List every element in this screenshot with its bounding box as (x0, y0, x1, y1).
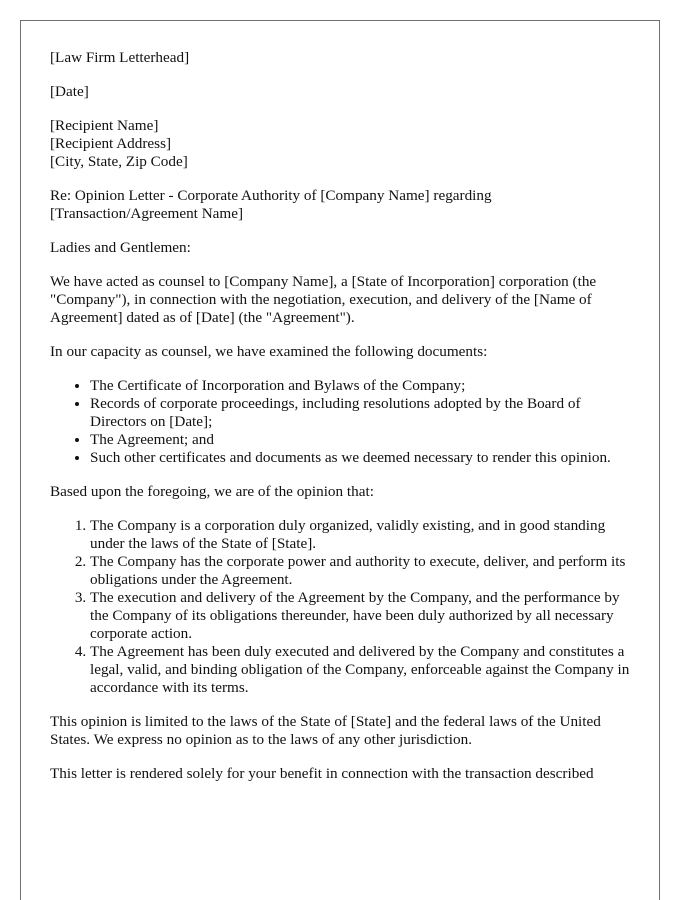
recipient-city-state-zip: [City, State, Zip Code] (50, 153, 188, 170)
recipient-name: [Recipient Name] (50, 117, 159, 134)
list-item: • The Certificate of Incorporation and Bylaws of the Company; (90, 377, 638, 395)
limitation-paragraph: This opinion is limited to the laws of the State of [State] and the federal laws of the United States. We express no opinion as to the laws of any other jurisdiction. (50, 713, 601, 748)
documents-list (50, 377, 638, 467)
list-item: 1. The Company is a corporation duly organized, validly existing, and in good standing under the laws of the State of [State]. (90, 517, 638, 553)
examined-intro: In our capacity as counsel, we have examined the following documents: (50, 343, 488, 360)
salutation: Ladies and Gentlemen: (50, 239, 191, 256)
list-item: • The Agreement; and (90, 431, 638, 449)
letter-page (20, 20, 660, 900)
list-item: 4. The Agreement has been duly executed and delivered by the Company and constitutes a legal, valid, and binding obligation of the Company, enforceable against the Company in accordance with its terms. (90, 643, 638, 697)
opinions-list (50, 517, 638, 697)
opinion-intro: Based upon the foregoing, we are of the opinion that: (50, 483, 374, 500)
list-item: 3. The execution and delivery of the Agreement by the Company, and the performance by the Company of its obligations thereunder, have been duly authorized by all necessary corporate action. (90, 589, 638, 643)
list-item: • Records of corporate proceedings, including resolutions adopted by the Board of Directors on [Date]; (90, 395, 638, 431)
list-item: 2. The Company has the corporate power and authority to execute, deliver, and perform its obligations under the Agreement. (90, 553, 638, 589)
subject-line: Re: Opinion Letter - Corporate Authority of [Company Name] regarding [Transaction/Agreement Name] (50, 187, 492, 222)
letter-content (50, 49, 638, 799)
recipient-address: [Recipient Address] (50, 135, 172, 152)
list-item: • Such other certificates and documents as we deemed necessary to render this opinion. (90, 449, 638, 467)
reliance-paragraph: This letter is rendered solely for your benefit in connection with the transaction described (50, 765, 594, 782)
intro-paragraph: We have acted as counsel to [Company Name], a [State of Incorporation] corporation (the "Company"), in connection with the negotiation, execution, and delivery of the [Name of Agreement] dated as of [Date] (the "Agreement"). (50, 273, 597, 326)
letter-date: [Date] (50, 83, 89, 100)
letterhead: [Law Firm Letterhead] (50, 49, 190, 66)
recipient-block (50, 117, 638, 171)
